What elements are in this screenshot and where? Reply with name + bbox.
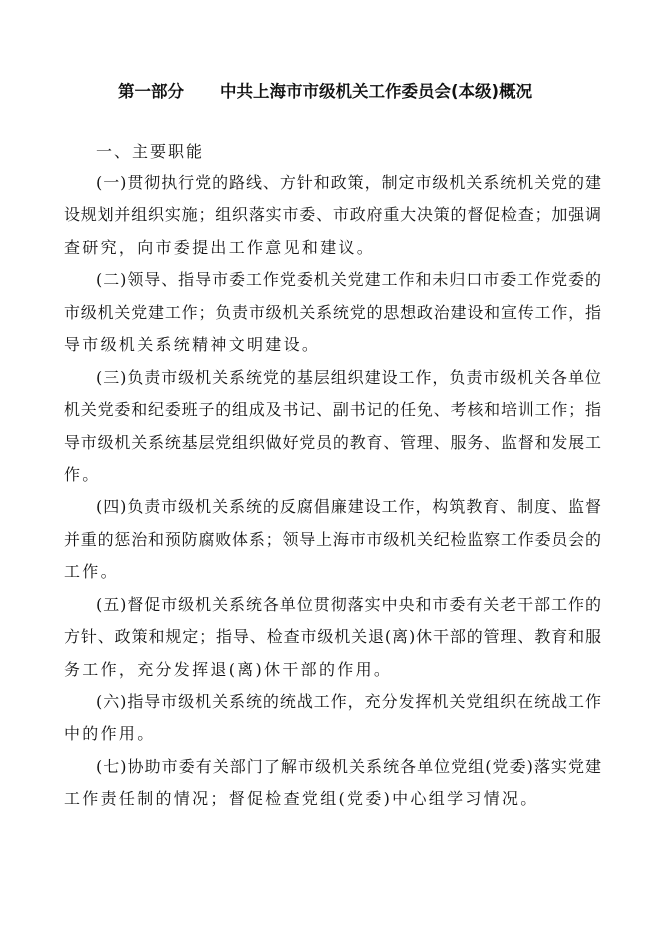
title-name: 中共上海市市级机关工作委员会(本级)概况 (220, 82, 533, 101)
part-label: 第一部分 (118, 82, 184, 101)
paragraph-line: (二)领导、指导市委工作党委机关党建工作和未归口市委工作党委的 (96, 270, 601, 290)
paragraph-line: 导市级机关系统精神文明建设。 (64, 335, 321, 355)
paragraph-line: (三)负责市级机关系统党的基层组织建设工作，负责市级机关各单位 (96, 367, 601, 387)
paragraph-line: 中的作用。 (64, 724, 156, 744)
paragraph-line: 查研究，向市委提出工作意见和建议。 (64, 237, 376, 257)
paragraph-line: 工作责任制的情况；督促检查党组(党委)中心组学习情况。 (64, 789, 539, 809)
paragraph (64, 167, 601, 264)
paragraph (64, 686, 601, 751)
paragraph-line: 市级机关党建工作；负责市级机关系统党的思想政治建设和宣传工作，指 (64, 302, 601, 322)
paragraph (64, 751, 601, 816)
paragraph-line: 工作。 (64, 562, 119, 582)
document-body (64, 167, 601, 816)
section-heading: 一、主要职能 (96, 142, 205, 161)
page-title (118, 78, 532, 102)
paragraph-line: 机关党委和纪委班子的组成及书记、副书记的任免、考核和培训工作；指 (64, 400, 601, 420)
paragraph-line: (六)指导市级机关系统的统战工作，充分发挥机关党组织在统战工作 (96, 692, 601, 711)
paragraph-line: 务工作，充分发挥退(离)休干部的作用。 (64, 659, 393, 679)
paragraph-line: 导市级机关系统基层党组织做好党员的教育、管理、服务、监督和发展工 (64, 432, 601, 452)
paragraph-line: (七)协助市委有关部门了解市级机关系统各单位党组(党委)落实党建 (96, 756, 601, 776)
paragraph (64, 589, 601, 686)
paragraph-line: (四)负责市级机关系统的反腐倡廉建设工作，构筑教育、制度、监督 (96, 497, 601, 517)
paragraph-line: 设规划并组织实施；组织落实市委、市政府重大决策的督促检查；加强调 (64, 205, 601, 225)
paragraph-line: (一)贯彻执行党的路线、方针和政策，制定市级机关系统机关党的建 (96, 173, 601, 192)
paragraph (64, 264, 601, 361)
paragraph (64, 362, 601, 492)
paragraph-line: 作。 (64, 464, 101, 484)
paragraph-line: 并重的惩治和预防腐败体系；领导上海市市级机关纪检监察工作委员会的 (64, 529, 601, 549)
paragraph-line: 方针、政策和规定；指导、检查市级机关退(离)休干部的管理、教育和服 (64, 627, 601, 647)
paragraph-line: (五)督促市级机关系统各单位贯彻落实中央和市委有关老干部工作的 (96, 594, 601, 614)
paragraph (64, 491, 601, 588)
